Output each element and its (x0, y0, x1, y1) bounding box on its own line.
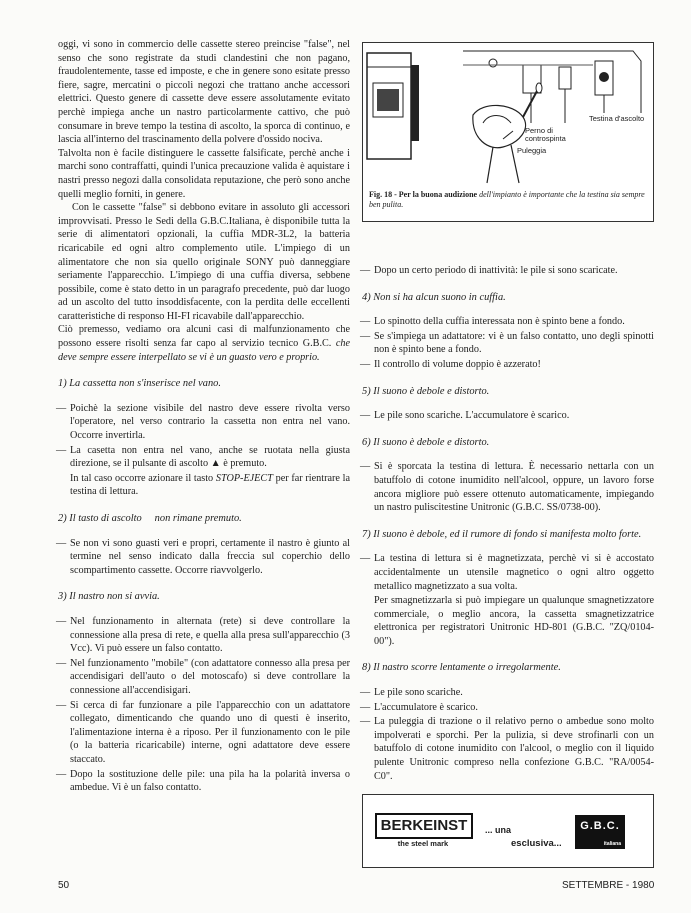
paragraph: oggi, vi sono in commercio delle cassette stereo preincise "false", nel senso che sono registrate da studi clandestini che non pagano, fraudolentemente, tasse ed imposte, e che in genere sono esitate presso fiere, sagre, mercatini o piccoli negozi che trattano anche accessori elettrici. Questo genere di cassette deve essere assolutamente evitato perchè impiega anche un nastro particolarmente cattivo, che può consumare in breve tempo la testina di ascolto, la sporca di continuo, e lascia all'interno del trascinamento della polvere d'ossido nociva. (58, 39, 350, 146)
list-item: — Se s'impiega un adattatore: vi è un falso contatto, uno degli spinotti non è spinto bene a fondo. (362, 330, 654, 357)
right-column (362, 264, 654, 784)
list-item: — La puleggia di trazione o il relativo perno o ambedue sono molto impolverati e sporchi. Per la pulizia, si deve strofinarli con un batuffolo di cotone inumidito con l'alcool, o meglio con il liquido pulente Unitronic compreso nella confezione G.B.C. "RA/0054-C0". (362, 715, 654, 783)
list-item: — La casetta non entra nel vano, anche se ruotata nella giusta direzione, se il pulsante di ascolto ▲ è premuto. (58, 444, 350, 471)
section-heading-8: 8) Il nastro scorre lentamente o irregolarmente. (362, 662, 561, 674)
list-item: — Poichè la sezione visibile del nastro deve essere rivolta verso l'operatore, nel verso contrario la cassetta non entra nel vano. Occorre invertirla. (58, 402, 350, 443)
list-item: — Nel funzionamento "mobile" (con adattatore connesso alla presa per accendisigari dell'auto o del motoscafo) si deve controllare la connessione all'accendisigari. (58, 657, 350, 698)
label-testina: Testina d'ascolto (589, 114, 645, 123)
italic-note: che deve sempre essere interpellato se vi è un guasto vero e proprio. (58, 338, 351, 363)
list-item: — Le pile sono scariche. (362, 686, 654, 700)
label-perno: Perno di controspinta (525, 126, 566, 143)
list-item: — Il controllo di volume doppio è azzerato! (362, 358, 654, 372)
gbc-logo: G.B.C. italiana (575, 815, 625, 849)
advertisement-box (362, 794, 654, 868)
list-item: — Si è sporcata la testina di lettura. È necessario nettarla con un batuffolo di cotone inumidito nell'alcool, oppure, un lavoro forse ancora migliore può essere ottenuto automaticamente, impiegando un nastro puliscitestine Unitronic (G.B.C. SS/0738-00). (362, 460, 654, 514)
list-item: — Dopo un certo periodo di inattività: le pile si sono scaricate. (362, 264, 654, 278)
ad-text-esclusiva: esclusiva... (511, 838, 562, 849)
list-item: — Le pile sono scariche. L'accumulatore è scarico. (362, 409, 654, 423)
list-item: — Nel funzionamento in alternata (rete) si deve controllare la connessione alla presa di rete, e quella alla presa sull'apparecchio (3 Vcc). Vi può essere un falso contatto. (58, 615, 350, 656)
section-heading-7: 7) Il suono è debole, ed il rumore di fondo si manifesta molto forte. (362, 528, 642, 540)
ad-text-una: ... una (485, 825, 512, 835)
berkeinst-logo: BERKEINST (375, 813, 473, 839)
paragraph: Talvolta non è facile distinguere le cassette falsificate, perchè anche i marchi sono contraffatti, quindi l'unica precauzione valida è aquistare i nastri presso negozi dalla consolidata reputazione, che però sono anche quelli meglio forniti, in genere. (58, 147, 350, 200)
figure-18 (362, 42, 654, 222)
brand-tagline: the steel mark (397, 839, 449, 848)
section-heading-6: 6) Il suono è debole e distorto. (362, 436, 490, 448)
list-note: In tal caso occorre azionare il tasto STOP-EJECT per far rientrare la testina di lettura. (70, 472, 351, 498)
label-puleggia: Puleggia (517, 146, 547, 155)
section-heading-3: 3) Il nastro non si avvia. (58, 591, 160, 603)
list-item: — L'accumulatore è scarico. (362, 701, 654, 715)
section-heading-2: 2) Il tasto di ascolto non rimane premuto. (58, 513, 242, 524)
left-column (58, 38, 350, 796)
list-item: — La testina di lettura si è magnetizzata, perchè vi si è accostato accidentalmente un utensile magnetico o ogni altro oggetto metallico magnetizzato a sua volta. (362, 552, 654, 593)
figure-caption: Fig. 18 - Per la buona audizione dell'impianto è importante che la testina sia sempre ben pulita. (369, 190, 645, 209)
stop-eject-key: STOP-EJECT (215, 472, 273, 484)
section-heading-1: 1) La cassetta non s'inserisce nel vano. (58, 378, 221, 390)
paragraph: Con le cassette "false" si debbono evitare in assoluto gli accessori improvvisati. Presso le Sedi della G.B.C.Italiana, è disponibile tutta la serie di alimentatori opzionali, la cuffia MDR-3L2, la batteria ricaricabile ed ogni altro complemento utile. L'impiego di un alimentatore che non sia quello originale SONY può danneggiare seriamente l'apparecchio. L'impiego di una cuffia diversa, sebbene possibile, come è stato detto in un paragrafo precedente, può dar luogo ad un ascolto del tutto insoddisfacente, con la perdita delle eccellenti caratteristiche di responso HI-FI ricavabile dall'apparecchio. (58, 202, 350, 322)
page-number: 50 (58, 880, 70, 891)
list-item: — Lo spinotto della cuffia interessata non è spinto bene a fondo. (362, 315, 654, 329)
list-item: — Si cerca di far funzionare a pile l'apparecchio con un adattatore collegato, dimenticando che quando uno di questi è inserito, l'alimentazione interna è a riposo. Per il funzionamento con le pile (o la batteria ricaricabile) interne, ogni adattatore deve essere staccato. (58, 699, 350, 767)
list-item: — Se non vi sono guasti veri e propri, certamente il nastro è giunto al termine nel senso indicato dalla freccia sul coperchio dello scompartimento cassette. Occorre riavvolgerlo. (58, 537, 350, 578)
section-heading-4: 4) Non si ha alcun suono in cuffia. (362, 291, 506, 303)
paragraph: Ciò premesso, vediamo ora alcuni casi di malfunzionamento che possono essere risolti senza far capo al servizio tecnico G.B.C. che deve sempre essere interpellato se vi è un guasto vero e proprio. (58, 324, 351, 363)
list-item: — Dopo la sostituzione delle pile: una pila ha la polarità inversa o ambedue. Vi è un falso contatto. (58, 768, 350, 795)
issue-date: SETTEMBRE - 1980 (562, 880, 655, 891)
section-heading-5: 5) Il suono è debole e distorto. (362, 385, 490, 397)
list-note: Per smagnetizzarla si può impiegare un qualunque smagnetizzatore commerciale, o meglio ancora, la cassetta smagnetizzatrice elettronica per registratori Unitronic HD-801 (G.B.C. "ZQ/0104-00"). (374, 595, 654, 647)
